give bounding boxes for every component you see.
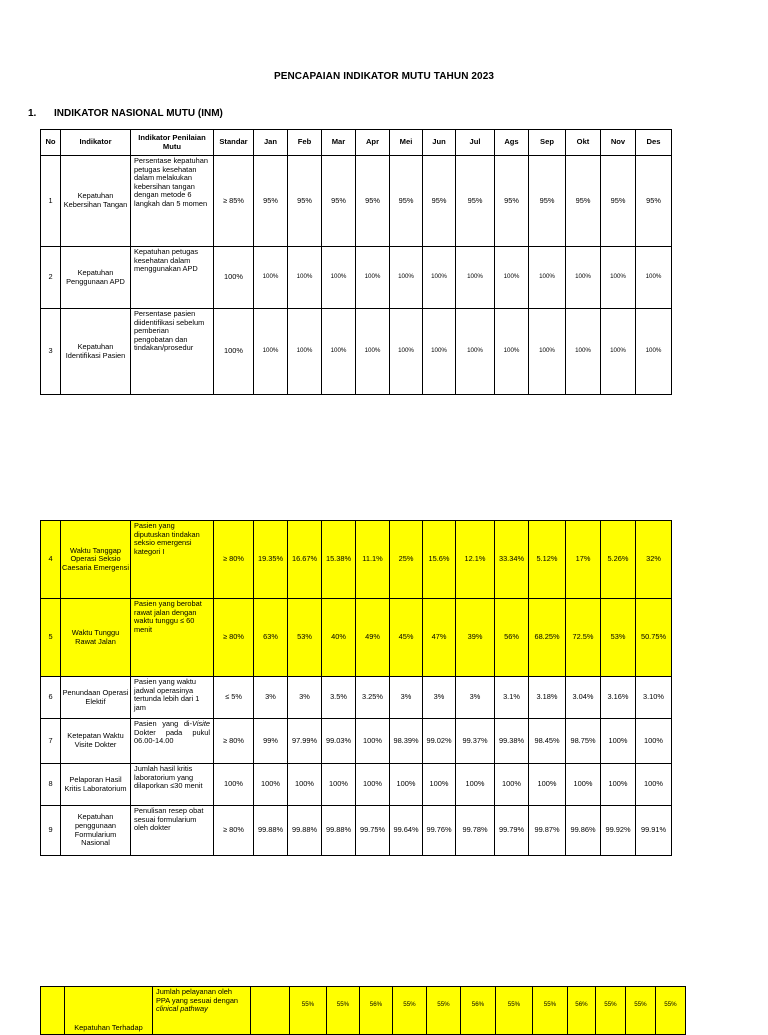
row-value: 17% xyxy=(566,521,601,599)
row-value: 100% xyxy=(601,309,636,395)
row-indikator: Pelaporan Hasil Kritis Laboratorium xyxy=(61,764,131,806)
row-value: 100% xyxy=(356,247,390,309)
row-no: 3 xyxy=(41,309,61,395)
table-row xyxy=(41,521,672,599)
row-value: 100% xyxy=(390,764,423,806)
row-value: 3.04% xyxy=(566,677,601,719)
row-value: 5.12% xyxy=(529,521,566,599)
row-value: 5.26% xyxy=(601,521,636,599)
row-definisi-emphasis: Visite xyxy=(192,719,210,728)
row-value: 100% xyxy=(356,309,390,395)
header-jul: Jul xyxy=(456,130,495,156)
row-value: 100% xyxy=(390,247,423,309)
row-value: 100% xyxy=(529,764,566,806)
row-value: 100% xyxy=(322,764,356,806)
row-value: 99.79% xyxy=(495,806,529,856)
row-value: 55% xyxy=(393,987,427,1035)
row-value: 100% xyxy=(356,719,390,764)
row-value: 100% xyxy=(288,247,322,309)
row-value: 99.03% xyxy=(322,719,356,764)
row-value: 100% xyxy=(495,309,529,395)
row-value: 47% xyxy=(423,599,456,677)
row-value: 95% xyxy=(636,156,672,247)
row-value: 99.88% xyxy=(254,806,288,856)
row-value: 56% xyxy=(461,987,496,1035)
row-standar: ≤ 5% xyxy=(214,677,254,719)
row-value: 100% xyxy=(423,247,456,309)
row-value: 100% xyxy=(288,764,322,806)
row-value: 100% xyxy=(254,309,288,395)
row-definisi-text: Pasien yang di- xyxy=(134,719,193,728)
row-value: 53% xyxy=(288,599,322,677)
row-value: 99.87% xyxy=(529,806,566,856)
row-value: 99.64% xyxy=(390,806,423,856)
row-value: 39% xyxy=(456,599,495,677)
row-indikator: Penundaan Operasi Elektif xyxy=(61,677,131,719)
row-definisi: Pasien yang waktu jadwal operasinya tertunda lebih dari 1 jam xyxy=(131,677,214,719)
row-value: 100% xyxy=(288,309,322,395)
row-no: 8 xyxy=(41,764,61,806)
row-value: 3.25% xyxy=(356,677,390,719)
row-no: 1 xyxy=(41,156,61,247)
row-value: 3.10% xyxy=(636,677,672,719)
table-row xyxy=(41,806,672,856)
row-value: 56% xyxy=(568,987,596,1035)
header-feb: Feb xyxy=(288,130,322,156)
row-value: 3% xyxy=(390,677,423,719)
row-definisi-emphasis: clinical pathway xyxy=(156,1004,208,1014)
row-value: 99.92% xyxy=(601,806,636,856)
row-value: 100% xyxy=(566,247,601,309)
row-value: 55% xyxy=(290,987,327,1035)
row-value: 98.39% xyxy=(390,719,423,764)
row-no: 2 xyxy=(41,247,61,309)
row-value: 99.75% xyxy=(356,806,390,856)
row-definisi: Jumlah hasil kritis laboratorium yang dilaporkan ≤30 menit xyxy=(131,764,214,806)
header-jan: Jan xyxy=(254,130,288,156)
table-row xyxy=(41,987,686,1035)
table-row xyxy=(41,247,672,309)
row-value: 100% xyxy=(254,247,288,309)
row-definisi: Penulisan resep obat sesuai formularium oleh dokter xyxy=(131,806,214,856)
row-value: 56% xyxy=(360,987,393,1035)
row-value: 95% xyxy=(566,156,601,247)
row-value: 100% xyxy=(423,764,456,806)
row-no: 6 xyxy=(41,677,61,719)
row-value: 95% xyxy=(288,156,322,247)
row-value: 55% xyxy=(533,987,568,1035)
row-value: 98.45% xyxy=(529,719,566,764)
row-value: 55% xyxy=(427,987,461,1035)
row-value: 19.35% xyxy=(254,521,288,599)
indicator-table-part3 xyxy=(40,986,686,1035)
row-value: 32% xyxy=(636,521,672,599)
row-value: 3.16% xyxy=(601,677,636,719)
row-value: 3.18% xyxy=(529,677,566,719)
row-value: 55% xyxy=(626,987,656,1035)
header-sep: Sep xyxy=(529,130,566,156)
row-value: 15.6% xyxy=(423,521,456,599)
row-value: 100% xyxy=(423,309,456,395)
row-value: 68.25% xyxy=(529,599,566,677)
row-definisi: Persentase kepatuhan petugas kesehatan dalam melakukan kebersihan tangan dengan metode 6 langkah dan 5 momen xyxy=(131,156,214,247)
header-no: No xyxy=(41,130,61,156)
row-value: 95% xyxy=(529,156,566,247)
row-value: 100% xyxy=(601,247,636,309)
row-definisi xyxy=(131,719,214,764)
header-des: Des xyxy=(636,130,672,156)
row-value: 100% xyxy=(322,309,356,395)
row-standar: 100% xyxy=(214,764,254,806)
row-indikator: Ketepatan Waktu Visite Dokter xyxy=(61,719,131,764)
row-value: 100% xyxy=(636,764,672,806)
row-value: 100% xyxy=(636,309,672,395)
row-standar: 100% xyxy=(214,309,254,395)
row-value: 50.75% xyxy=(636,599,672,677)
row-indikator: Kepatuhan Kebersihan Tangan xyxy=(61,156,131,247)
header-jun: Jun xyxy=(423,130,456,156)
row-standar: ≥ 80% xyxy=(214,719,254,764)
indicator-table-part1 xyxy=(40,129,672,395)
row-indikator: Waktu Tanggap Operasi Seksio Caesaria Emergensi xyxy=(61,521,131,599)
header-okt: Okt xyxy=(566,130,601,156)
row-value: 3% xyxy=(423,677,456,719)
row-value: 95% xyxy=(423,156,456,247)
document-title: PENCAPAIAN INDIKATOR MUTU TAHUN 2023 xyxy=(273,71,495,82)
row-value: 99.88% xyxy=(288,806,322,856)
row-standar: ≥ 85% xyxy=(214,156,254,247)
row-value: 99.88% xyxy=(322,806,356,856)
section-number: 1. xyxy=(28,108,37,119)
table-row xyxy=(41,764,672,806)
row-value: 100% xyxy=(566,764,601,806)
row-indikator: Kepatuhan penggunaan Formularium Nasional xyxy=(61,806,131,856)
indicator-table-part2 xyxy=(40,520,672,856)
row-value: 100% xyxy=(456,764,495,806)
row-value: 100% xyxy=(636,719,672,764)
header-apr: Apr xyxy=(356,130,390,156)
row-no: 9 xyxy=(41,806,61,856)
row-standar: 100% xyxy=(214,247,254,309)
row-value: 45% xyxy=(390,599,423,677)
row-value: 99.86% xyxy=(566,806,601,856)
row-value: 100% xyxy=(456,309,495,395)
row-value: 12.1% xyxy=(456,521,495,599)
row-value: 100% xyxy=(390,309,423,395)
row-value: 100% xyxy=(529,247,566,309)
row-value: 99.76% xyxy=(423,806,456,856)
row-value: 100% xyxy=(566,309,601,395)
section-title: INDIKATOR NASIONAL MUTU (INM) xyxy=(54,108,223,119)
row-value: 100% xyxy=(636,247,672,309)
row-value: 3.1% xyxy=(495,677,529,719)
row-standar: ≥ 80% xyxy=(214,599,254,677)
row-value: 100% xyxy=(254,764,288,806)
row-definisi-text: Jumlah pelayanan oleh PPA yang sesuai dengan xyxy=(156,987,239,1005)
row-value: 95% xyxy=(495,156,529,247)
row-value: 40% xyxy=(322,599,356,677)
header-indikator: Indikator xyxy=(61,130,131,156)
table-row xyxy=(41,309,672,395)
row-value: 99.91% xyxy=(636,806,672,856)
header-indikator-penilaian: Indikator Penilaian Mutu xyxy=(131,130,214,156)
row-value: 55% xyxy=(596,987,626,1035)
table-row xyxy=(41,719,672,764)
table-row xyxy=(41,156,672,247)
row-value: 56% xyxy=(495,599,529,677)
row-definisi: Kepatuhan petugas kesehatan dalam menggunakan APD xyxy=(131,247,214,309)
header-nov: Nov xyxy=(601,130,636,156)
row-no: 5 xyxy=(41,599,61,677)
row-value: 99.37% xyxy=(456,719,495,764)
row-value: 100% xyxy=(356,764,390,806)
row-indikator xyxy=(65,987,153,1035)
row-definisi-text: Dokter pada pukul 06.00-14.00 xyxy=(134,727,210,746)
row-no: 4 xyxy=(41,521,61,599)
row-value: 95% xyxy=(456,156,495,247)
row-value: 97.99% xyxy=(288,719,322,764)
row-value: 53% xyxy=(601,599,636,677)
table-row xyxy=(41,677,672,719)
row-no: 7 xyxy=(41,719,61,764)
row-value: 99.02% xyxy=(423,719,456,764)
row-standar: ≥ 80% xyxy=(214,806,254,856)
row-value: 55% xyxy=(327,987,360,1035)
header-mei: Mei xyxy=(390,130,423,156)
header-standar: Standar xyxy=(214,130,254,156)
row-value: 100% xyxy=(495,247,529,309)
row-value: 99.78% xyxy=(456,806,495,856)
row-definisi: Pasien yang diputuskan tindakan seksio emergensi kategori I xyxy=(131,521,214,599)
row-value: 95% xyxy=(601,156,636,247)
row-value: 99% xyxy=(254,719,288,764)
row-value: 95% xyxy=(322,156,356,247)
row-definisi: Persentase pasien diidentifikasi sebelum pemberian pengobatan dan tindakan/prosedur xyxy=(131,309,214,395)
row-value: 25% xyxy=(390,521,423,599)
row-value: 98.75% xyxy=(566,719,601,764)
header-mar: Mar xyxy=(322,130,356,156)
row-indikator: Kepatuhan Penggunaan APD xyxy=(61,247,131,309)
row-value: 100% xyxy=(601,764,636,806)
row-indikator-text: Kepatuhan Terhadap xyxy=(74,1023,143,1033)
table-row xyxy=(41,599,672,677)
row-value: 3% xyxy=(456,677,495,719)
row-value: 72.5% xyxy=(566,599,601,677)
row-value: 95% xyxy=(390,156,423,247)
row-standar xyxy=(251,987,290,1035)
row-value: 3% xyxy=(288,677,322,719)
row-standar: ≥ 80% xyxy=(214,521,254,599)
row-definisi xyxy=(153,987,251,1035)
table-header-row xyxy=(41,130,672,156)
section-heading xyxy=(28,108,223,119)
row-value: 16.67% xyxy=(288,521,322,599)
row-value: 3% xyxy=(254,677,288,719)
row-value: 100% xyxy=(456,247,495,309)
row-value: 3.5% xyxy=(322,677,356,719)
row-value: 95% xyxy=(254,156,288,247)
row-value: 99.38% xyxy=(495,719,529,764)
row-value: 63% xyxy=(254,599,288,677)
header-ags: Ags xyxy=(495,130,529,156)
row-no xyxy=(41,987,65,1035)
row-value: 95% xyxy=(356,156,390,247)
row-value: 100% xyxy=(322,247,356,309)
row-value: 55% xyxy=(496,987,533,1035)
row-value: 49% xyxy=(356,599,390,677)
row-indikator: Waktu Tunggu Rawat Jalan xyxy=(61,599,131,677)
row-value: 100% xyxy=(495,764,529,806)
row-value: 100% xyxy=(529,309,566,395)
row-indikator: Kepatuhan Identifikasi Pasien xyxy=(61,309,131,395)
row-definisi: Pasien yang berobat rawat jalan dengan waktu tunggu ≤ 60 menit xyxy=(131,599,214,677)
row-value: 55% xyxy=(656,987,686,1035)
row-value: 100% xyxy=(601,719,636,764)
row-value: 15.38% xyxy=(322,521,356,599)
row-value: 11.1% xyxy=(356,521,390,599)
row-value: 33.34% xyxy=(495,521,529,599)
